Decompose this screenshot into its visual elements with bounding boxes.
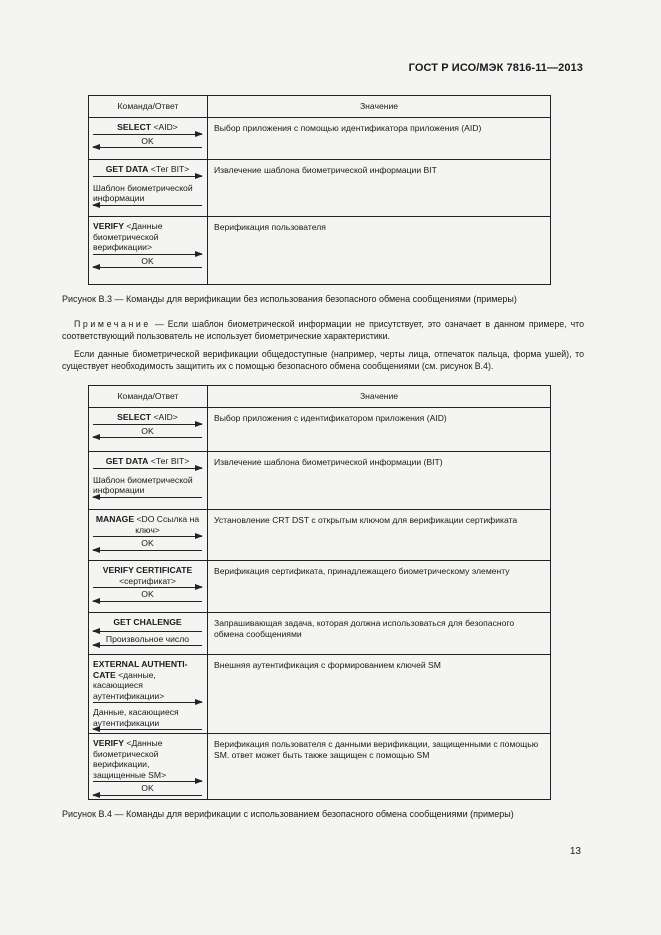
command-label: GET DATA <Тег BIT> — [105, 456, 190, 466]
value-text: Выбор приложения с идентификатором приложения (AID) — [214, 413, 447, 423]
note-text: — Если шаблон биометрической информации не присутствует, это означает в данном примере, что соответствующий пользователь не использует биометрические характеристики. — [62, 319, 584, 342]
value-text: Верификация пользователя — [214, 222, 326, 232]
value-text: Запрашивающая задача, которая должна использоваться для безопасного обмена сообщениями — [214, 618, 515, 639]
figure-b3-caption: Рисунок В.3 — Команды для верификации без использования безопасного обмена сообщениями (примеры) — [62, 294, 517, 304]
response-arrow-left — [93, 437, 202, 438]
response-arrow-left — [93, 497, 202, 498]
table-row — [89, 613, 551, 655]
command-label: VERIFY CERTIFICATE <сертификат> — [102, 565, 193, 586]
command-arrow-right — [93, 134, 202, 135]
value-text: Извлечение шаблона биометрической информации (BIT) — [214, 457, 443, 467]
command-label: GET CHALENGE — [113, 617, 182, 627]
note-label: Примечание — [74, 319, 151, 329]
response-arrow-left — [93, 631, 202, 632]
figure-b4-caption: Рисунок В.4 — Команды для верификации с использованием безопасного обмена сообщениями (примеры) — [62, 809, 514, 819]
table-row — [89, 510, 551, 561]
response-arrow-left — [93, 267, 202, 268]
table-row — [89, 734, 551, 800]
table-row — [89, 217, 551, 285]
command-label: VERIFY <Данные биометрической верификации> — [93, 221, 163, 252]
value-text: Установление CRT DST с открытым ключом для верификации сертификата — [214, 515, 518, 525]
response-label: OK — [141, 783, 154, 793]
command-arrow-right — [93, 176, 202, 177]
value-text: Верификация пользователя с данными верификации, защищенными с помощью SM. ответ может быть также защищен с помощью SM — [214, 739, 539, 760]
response-arrow-left — [93, 205, 202, 206]
response-label: OK — [141, 135, 154, 146]
table-row — [89, 118, 551, 160]
note-paragraph — [62, 318, 584, 343]
command-arrow-right — [93, 702, 202, 703]
value-text: Выбор приложения с помощью идентификатора приложения (AID) — [214, 123, 482, 133]
value-text: Внешняя аутентификация с формированием ключей SM — [214, 660, 441, 670]
command-arrow-right — [93, 587, 202, 588]
command-arrow-right — [93, 254, 202, 255]
command-label: MANAGE <DO Ссылка на ключ> — [95, 514, 200, 535]
response-arrow-left — [93, 601, 202, 602]
response-label: OK — [141, 589, 154, 599]
figure-b4-table — [88, 385, 551, 800]
response-label: Шаблон биометрической информации — [93, 474, 193, 495]
value-text: Извлечение шаблона биометрической информации BIT — [214, 165, 437, 175]
command-label: VERIFY <Данные биометрической верификации, защищенные SM> — [93, 738, 167, 780]
response-label: Данные, касающиеся аутентификации — [93, 707, 179, 728]
column-header-command: Команда/Ответ — [89, 96, 208, 118]
table-row — [89, 452, 551, 510]
column-header-command: Команда/Ответ — [89, 386, 208, 408]
table-row — [89, 408, 551, 452]
standard-header: ГОСТ Р ИСО/МЭК 7816-11—2013 — [408, 62, 583, 74]
response-arrow-left — [93, 729, 202, 730]
body-paragraph: Если данные биометрической верификации общедоступные (например, черты лица, отпечаток пальца, форма ушей), то существует необходимость защитить их с помощью безопасного обмена сообщениями (см. рисунок В.4). — [62, 349, 584, 372]
column-header-value: Значение — [208, 386, 551, 408]
table-row — [89, 160, 551, 217]
column-header-value: Значение — [208, 96, 551, 118]
command-label: EXTERNAL AUTHENTI-CATE <данные, касающиеся аутентификации> — [93, 659, 188, 701]
response-label: Произвольное число — [105, 633, 190, 644]
response-label: OK — [141, 255, 154, 266]
command-label: SELECT <AID> — [117, 412, 178, 422]
value-text: Верификация сертификата, принадлежащего биометрическому элементу — [214, 566, 510, 576]
response-label: OK — [141, 538, 154, 548]
table-row — [89, 561, 551, 613]
response-label: Шаблон биометрической информации — [93, 182, 193, 203]
command-arrow-right — [93, 536, 202, 537]
page-number: 13 — [569, 846, 581, 857]
command-arrow-right — [93, 424, 202, 425]
command-label: GET DATA <Тег BIT> — [105, 164, 190, 174]
command-arrow-right — [93, 781, 202, 782]
response-arrow-left — [93, 550, 202, 551]
table-row — [89, 655, 551, 734]
response-arrow-left — [93, 147, 202, 148]
figure-b3-table — [88, 95, 551, 285]
response-arrow-left — [93, 795, 202, 796]
response-label: OK — [141, 425, 154, 436]
command-label: SELECT <AID> — [117, 122, 178, 132]
command-arrow-right — [93, 468, 202, 469]
response-arrow-left — [93, 645, 202, 646]
